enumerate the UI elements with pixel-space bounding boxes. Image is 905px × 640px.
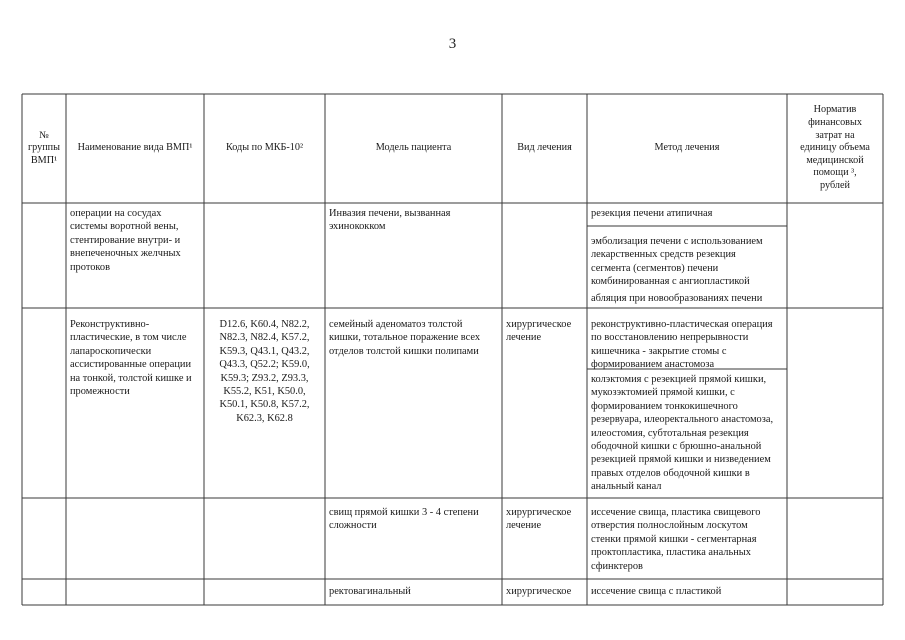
block2-treatment-type: хирургическое лечение <box>506 319 572 344</box>
block1-patient-model: Инвазия печени, вызванная эхинококком <box>329 208 451 233</box>
block1-vmp-name: операции на сосудах системы воротной вены, стентирование внутри- и внепеченочных желчных протоков <box>70 208 181 273</box>
block2-mkb-codes: D12.6, K60.4, N82.2, N82.3, N82.4, K57.2, K59.3, Q43.1, Q43.2, Q43.3, Q52.2; K59.0, K59.3; Z93.2, Z93.3, K55.2, K51, K50.0, K50.1, K50.8, K57.2, K62.3, K62.8 <box>219 319 310 424</box>
block3-treatment-type: хирургическое лечение <box>506 507 572 532</box>
block2-patient-model: семейный аденоматоз толстой кишки, тотальное поражение всех отделов толстой кишки полипами <box>329 319 481 357</box>
block1-method-2: эмболизация печени с использованием лекарственных средств резекция сегмента (сегментов) печени комбинированная с ангиопластикой абляция при новообразованиях печени <box>591 236 763 305</box>
header-treatment-method: Метод лечения <box>654 142 720 154</box>
header-treatment-type: Вид лечения <box>517 142 572 154</box>
header-patient-model: Модель пациента <box>375 142 452 154</box>
block3-method: иссечение свища, пластика свищевого отверстия полнослойным лоскутом стенки прямой кишки - сегментарная проктопластика, пластика анальных сфинктеров <box>591 507 761 572</box>
block2-vmp-name: Реконструктивно- пластические, в том числе лапароскопически ассистированные операции на тонкой, толстой кишке и промежности <box>70 319 192 398</box>
header-mkb-codes: Коды по МКБ-10² <box>225 142 304 154</box>
block2-method-1: реконструктивно-пластическая операция по восстановлению непрерывности кишечника - закрытие стомы с формированием анастомоза <box>591 319 773 371</box>
header-vmp-name: Наименование вида ВМП¹ <box>77 142 193 154</box>
page-number: 3 <box>448 36 457 52</box>
block3-patient-model: свищ прямой кишки 3 - 4 степени сложности <box>329 507 479 532</box>
block4-patient-model: ректовагинальный <box>329 586 411 597</box>
header-financial-norm: Норматив финансовых затрат на единицу объема медицинской помощи ³, рублей <box>800 104 870 191</box>
block2-method-2: колэктомия с резекцией прямой кишки, мукозэктомией прямой кишки, с формированием тонкокишечного резервуара, илеоректального анастомоза, илеостомия, субтотальная резекция ободочной кишки с брюшно-анальной резекцией прямой кишки и низведением правых отделов ободочной кишки в анальный канал <box>591 374 774 493</box>
block1-method-1: резекция печени атипичная <box>591 208 713 219</box>
header-group-number: № группы ВМП¹ <box>28 129 60 166</box>
block4-method: иссечение свища с пластикой <box>591 586 722 597</box>
block4-treatment-type: хирургическое <box>506 586 572 597</box>
